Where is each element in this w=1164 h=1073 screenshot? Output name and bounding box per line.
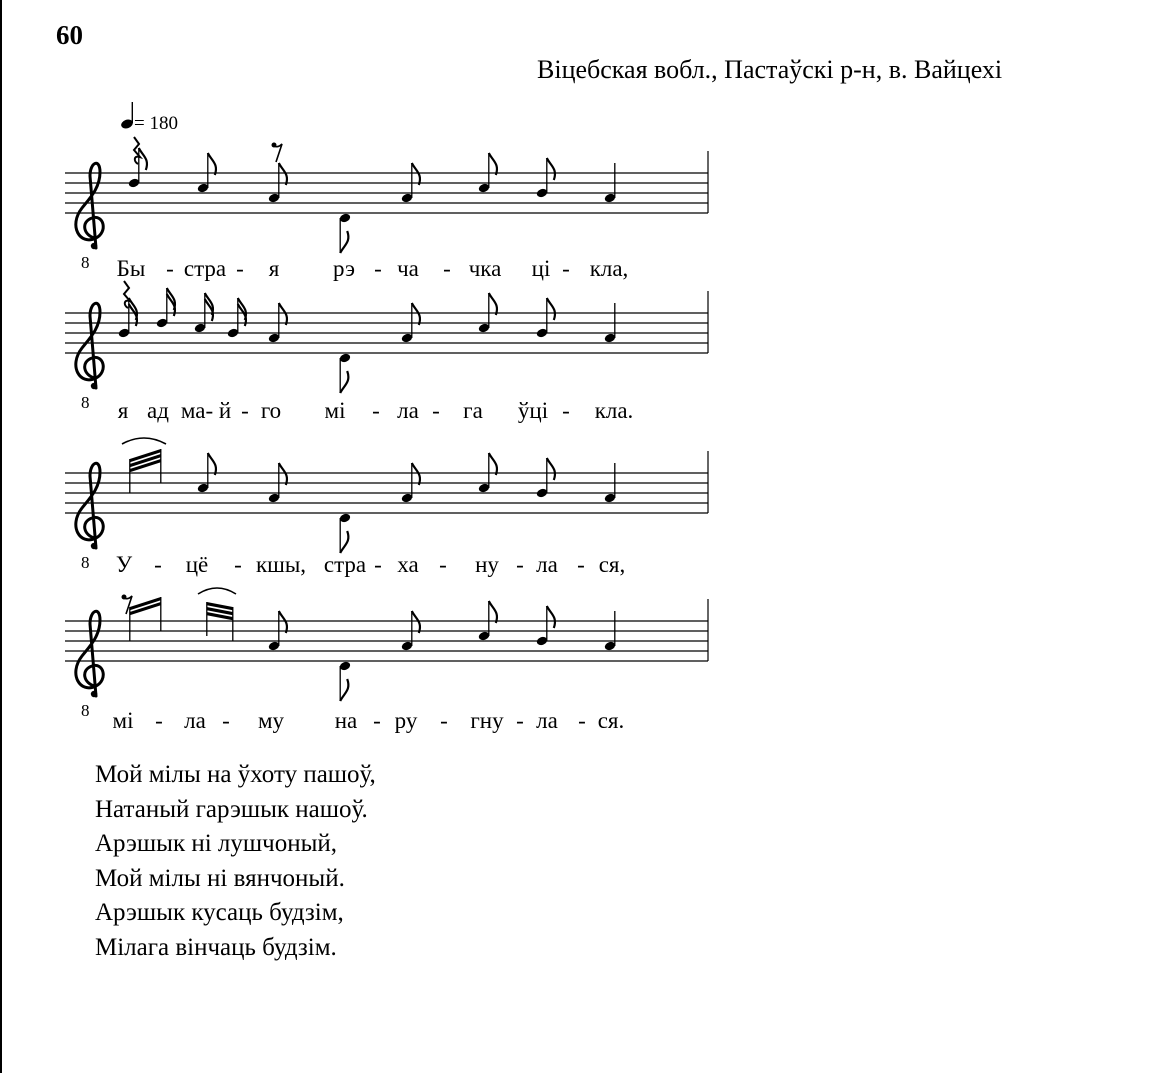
page-number: 60 xyxy=(56,20,83,50)
verse-line: Мілага вінчаць будзім. xyxy=(95,933,337,961)
lyric-hyphen: - xyxy=(222,708,230,733)
note-head xyxy=(339,661,352,701)
octave-eight-icon: 8 xyxy=(81,253,90,272)
lyric-hyphen: - xyxy=(234,552,242,577)
lyric-syllable: я xyxy=(268,256,280,281)
note-flag xyxy=(412,163,420,185)
music-system-1 xyxy=(0,150,760,310)
lyric-hyphen: - xyxy=(440,708,448,733)
verse-line: Арэшык ні лушчоный, xyxy=(95,830,338,857)
note-flag xyxy=(340,231,348,253)
lyric-syllable: я xyxy=(117,398,129,423)
octave-eight-icon: 8 xyxy=(81,393,90,412)
note-flag xyxy=(489,601,497,623)
note-flag xyxy=(489,293,497,315)
lyric-syllable: У xyxy=(115,552,133,577)
lyric-hyphen: - xyxy=(578,708,586,733)
octave-eight-icon: 8 xyxy=(81,701,90,720)
note-flag xyxy=(412,303,420,325)
note-head xyxy=(339,213,352,253)
lyric-syllable: ха xyxy=(397,552,419,577)
lyric-hyphen: - xyxy=(166,256,174,281)
lyric-hyphen: - xyxy=(577,552,585,577)
lyric-syllable: кла, xyxy=(589,256,629,281)
lyric-syllable: ла xyxy=(536,552,558,577)
lyric-syllable: га xyxy=(463,398,483,423)
lyric-syllable: Бы xyxy=(116,256,146,281)
note-head xyxy=(339,513,352,553)
staff-3 xyxy=(0,450,760,610)
lyric-syllable: ся. xyxy=(597,708,625,733)
song-provenance: Віцебская вобл., Пастаўскі р-н, в. Вайцехі xyxy=(537,55,1003,84)
note-flag xyxy=(412,463,420,485)
staff-1 xyxy=(0,150,760,310)
note-flag xyxy=(279,163,287,185)
note-flag xyxy=(547,606,555,628)
lyric-syllable: рэ xyxy=(333,256,355,281)
verse-line: Мой мілы ні вянчоный. xyxy=(95,864,345,892)
lyric-syllable: ну xyxy=(475,552,499,577)
tempo-marking: = 180 xyxy=(134,113,178,134)
treble-clef-icon xyxy=(76,303,103,388)
lyrics-line-4 xyxy=(0,708,760,738)
note-flag xyxy=(489,453,497,475)
lyric-syllable: ся, xyxy=(598,552,626,577)
lyrics-line-1 xyxy=(0,256,760,286)
lyric-syllable: ад xyxy=(147,398,169,423)
lyric-syllable: мі xyxy=(324,398,346,423)
lyrics-line-3 xyxy=(0,552,760,582)
lyric-hyphen: - xyxy=(154,552,162,577)
lyric-syllable: мі xyxy=(112,708,134,733)
treble-clef-icon xyxy=(91,691,97,697)
verse-line: Мой мілы на ўхоту пашоў, xyxy=(95,761,376,788)
lyric-syllable: цё xyxy=(185,552,209,577)
note-flag xyxy=(279,463,287,485)
lyric-syllable: й xyxy=(218,398,232,423)
lyric-hyphen: - xyxy=(374,256,382,281)
lyric-syllable: кла. xyxy=(594,398,634,423)
lyric-hyphen: - xyxy=(236,256,244,281)
lyric-hyphen: - xyxy=(373,708,381,733)
lyric-syllable: ла xyxy=(184,708,206,733)
note-flag xyxy=(547,458,555,480)
lyric-syllable: гну xyxy=(470,708,504,733)
lyric-hyphen: - xyxy=(439,552,447,577)
verse-text xyxy=(95,758,376,965)
lyric-hyphen: - xyxy=(372,398,380,423)
lyric-syllable: го xyxy=(260,398,282,423)
lyric-syllable: му xyxy=(257,708,285,733)
lyric-hyphen: - xyxy=(562,398,570,423)
note-head xyxy=(339,353,352,393)
treble-clef-icon xyxy=(76,611,103,696)
lyric-syllable: ла xyxy=(536,708,558,733)
verse-line: Натаный гарэшык нашоў. xyxy=(95,795,368,823)
note-flag xyxy=(279,303,287,325)
lyric-syllable: ла xyxy=(397,398,419,423)
lyric-hyphen: - xyxy=(432,398,440,423)
note-flag xyxy=(340,679,348,701)
lyric-hyphen: - xyxy=(443,256,451,281)
note-flag xyxy=(208,453,216,475)
verse-line: Арэшык кусаць будзім, xyxy=(95,899,344,926)
note-flag xyxy=(489,153,497,175)
octave-eight-icon: 8 xyxy=(81,553,90,572)
note-flag xyxy=(547,298,555,320)
lyric-syllable: ча xyxy=(397,256,419,281)
lyric-syllable: кшы, xyxy=(255,552,307,577)
note-flag xyxy=(208,153,216,175)
lyrics-line-2 xyxy=(0,398,760,428)
lyric-syllable: ці xyxy=(531,256,551,281)
treble-clef-icon xyxy=(91,243,97,249)
lyric-hyphen: - xyxy=(241,398,249,423)
lyric-hyphen: - xyxy=(516,708,524,733)
music-system-3 xyxy=(0,450,760,610)
note-flag xyxy=(340,371,348,393)
lyric-syllable: ўці xyxy=(517,398,549,423)
lyric-hyphen: - xyxy=(155,708,163,733)
note-flag xyxy=(279,611,287,633)
lyric-syllable: ру xyxy=(394,708,418,733)
eighth-rest-icon xyxy=(274,144,282,162)
note-flag xyxy=(547,158,555,180)
lyric-hyphen: - xyxy=(374,552,382,577)
eighth-rest-icon xyxy=(124,596,132,614)
note-flag xyxy=(412,611,420,633)
treble-clef-icon xyxy=(91,543,97,549)
lyric-syllable: ма- xyxy=(180,398,214,423)
treble-clef-icon xyxy=(76,463,103,548)
lyric-hyphen: - xyxy=(562,256,570,281)
treble-clef-icon xyxy=(91,383,97,389)
lyric-syllable: стра xyxy=(323,552,367,577)
lyric-hyphen: - xyxy=(516,552,524,577)
lyric-syllable: на xyxy=(334,708,358,733)
note-flag xyxy=(340,531,348,553)
treble-clef-icon xyxy=(76,163,103,248)
lyric-syllable: чка xyxy=(468,256,502,281)
lyric-syllable: стра xyxy=(183,256,227,281)
